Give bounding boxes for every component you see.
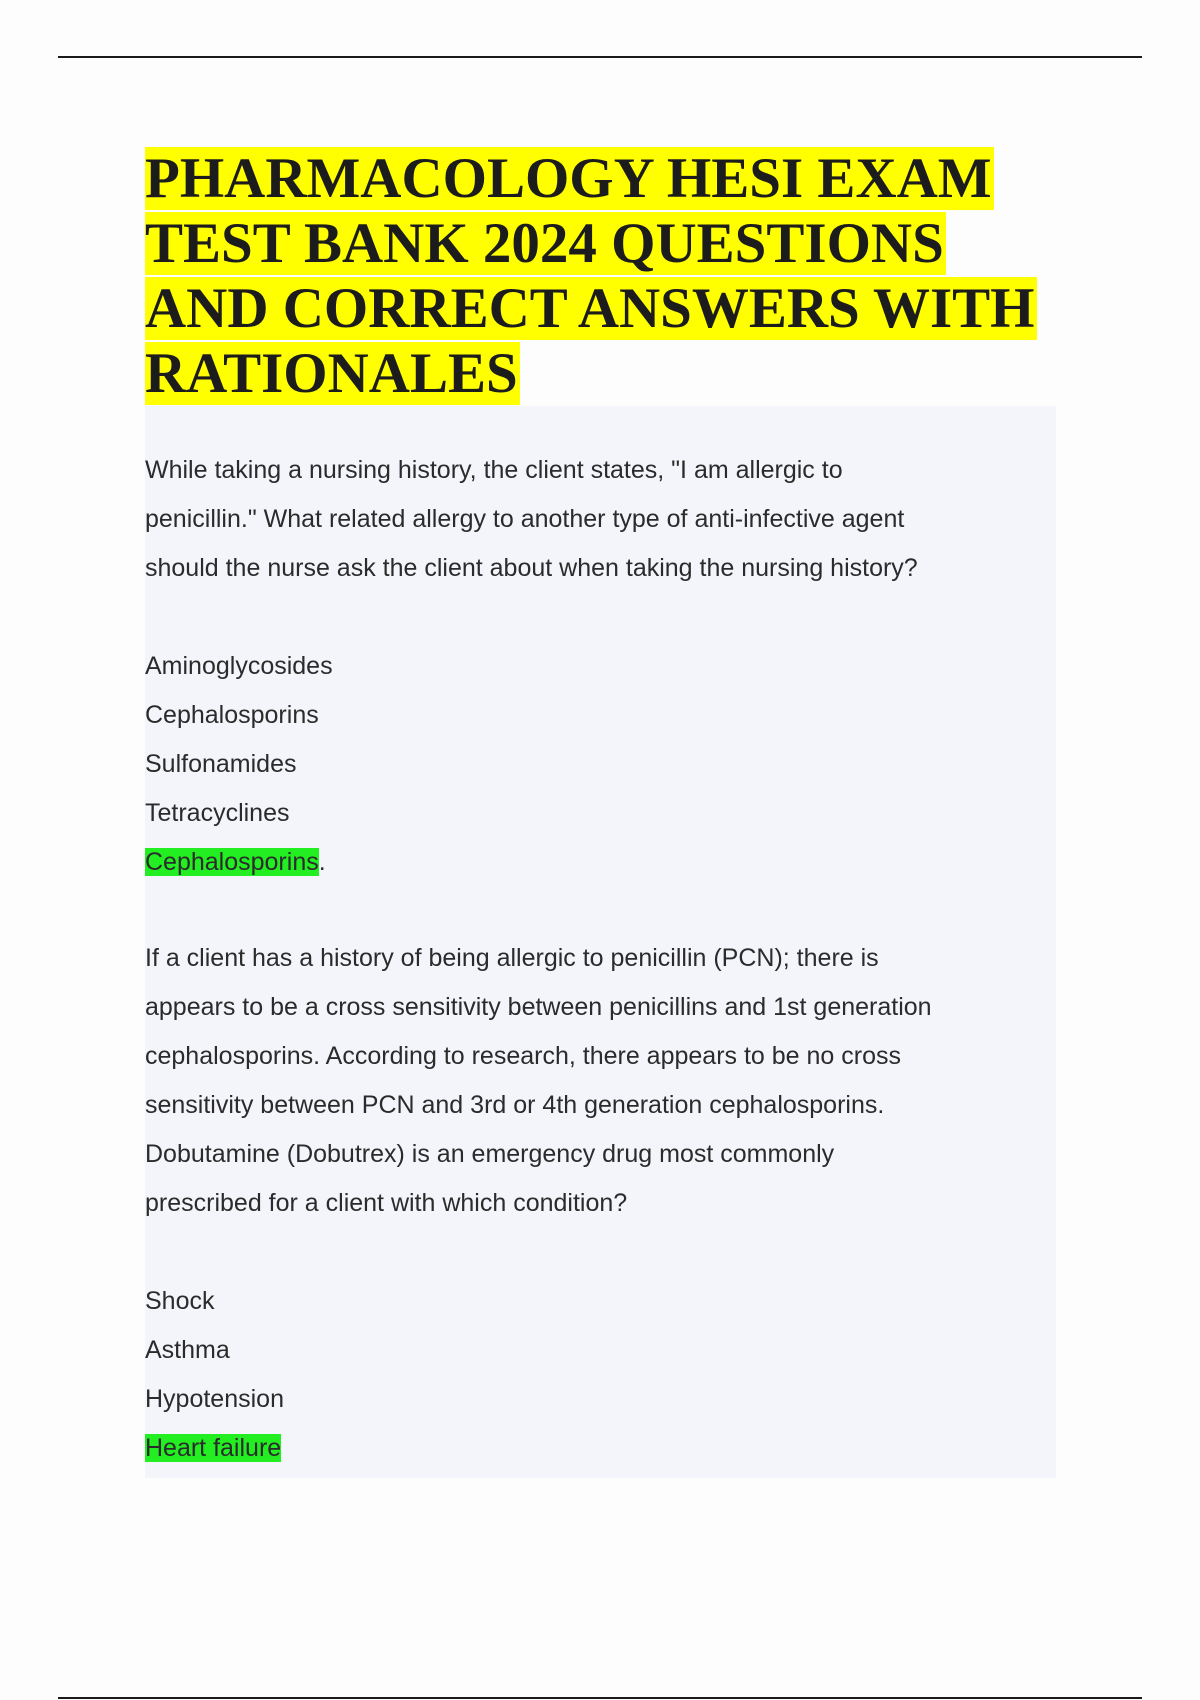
question-1-options xyxy=(145,642,333,887)
option-item: Tetracyclines xyxy=(145,799,290,827)
correct-answer-row xyxy=(145,1424,284,1473)
qa-content-panel xyxy=(145,406,1056,1478)
answer-suffix: . xyxy=(318,848,326,876)
correct-answer-row xyxy=(145,838,333,887)
option-item: Cephalosporins xyxy=(145,701,319,729)
bottom-rule xyxy=(58,1697,1142,1699)
rationale-line: If a client has a history of being allergic to penicillin (PCN); there is xyxy=(145,944,879,972)
option-item: Shock xyxy=(145,1287,215,1315)
option-item: Hypotension xyxy=(145,1385,284,1413)
question-line: should the nurse ask the client about when taking the nursing history? xyxy=(145,554,918,582)
top-rule xyxy=(58,56,1142,58)
rationale-line: sensitivity between PCN and 3rd or 4th generation cephalosporins. xyxy=(145,1091,885,1119)
correct-answer-highlight: Cephalosporins xyxy=(145,848,319,876)
title-line: AND CORRECT ANSWERS WITH xyxy=(145,277,1035,340)
title-line: TEST BANK 2024 QUESTIONS xyxy=(145,212,944,275)
question-1-text xyxy=(145,446,918,593)
option-item: Asthma xyxy=(145,1336,230,1364)
option-item: Sulfonamides xyxy=(145,750,297,778)
title-line: RATIONALES xyxy=(145,342,518,405)
title-line: PHARMACOLOGY HESI EXAM xyxy=(145,147,992,210)
correct-answer-highlight: Heart failure xyxy=(145,1434,282,1462)
question-line: Dobutamine (Dobutrex) is an emergency drug most commonly xyxy=(145,1140,835,1168)
question-line: prescribed for a client with which condition? xyxy=(145,1189,628,1217)
question-2-options xyxy=(145,1277,284,1473)
question-2-text xyxy=(145,1130,834,1228)
question-1-rationale xyxy=(145,934,932,1130)
question-line: While taking a nursing history, the client states, "I am allergic to xyxy=(145,456,843,484)
rationale-line: cephalosporins. According to research, there appears to be no cross xyxy=(145,1042,901,1070)
document-title xyxy=(145,146,1045,406)
option-item: Aminoglycosides xyxy=(145,652,333,680)
question-line: penicillin." What related allergy to another type of anti-infective agent xyxy=(145,505,905,533)
rationale-line: appears to be a cross sensitivity between penicillins and 1st generation xyxy=(145,993,932,1021)
